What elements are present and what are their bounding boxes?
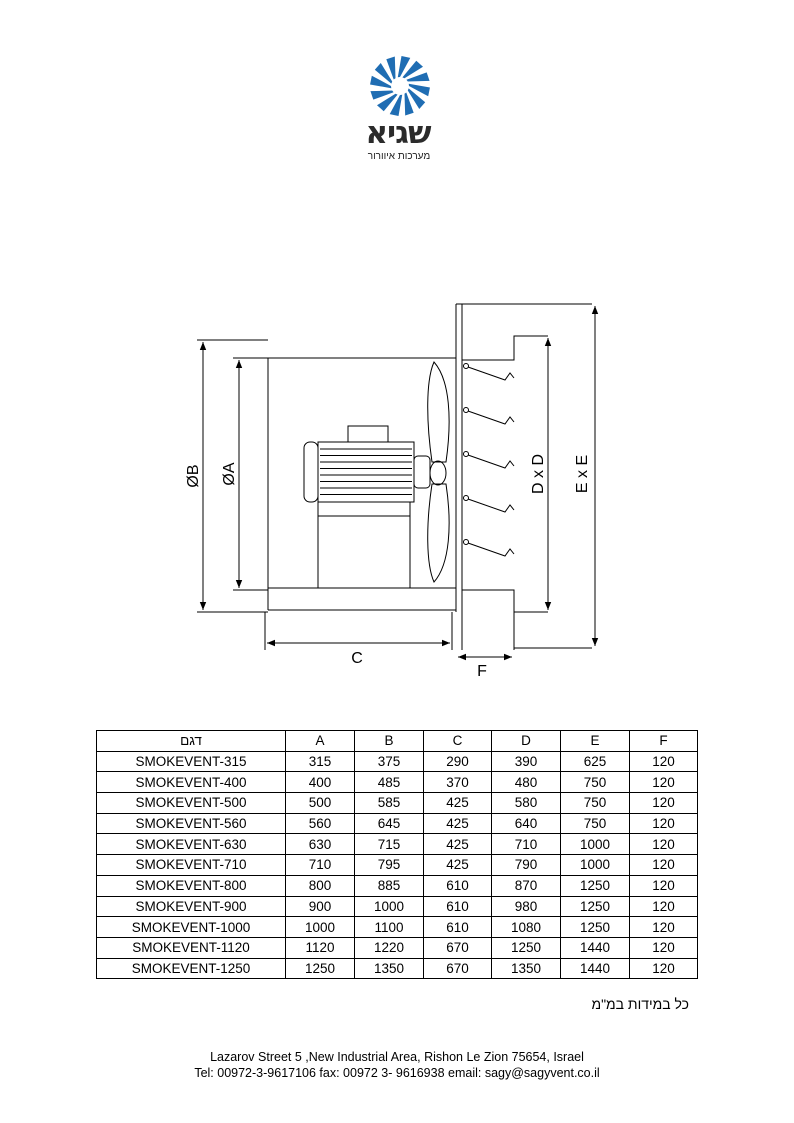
dimension-cell: 315 <box>286 751 355 772</box>
label-exe: E x E <box>574 454 591 494</box>
outlet-frame <box>456 304 592 650</box>
label-dia-a: ØA <box>221 462 238 486</box>
dimension-cell: 120 <box>630 813 698 834</box>
dimension-cell: 1250 <box>561 875 630 896</box>
table-header-row <box>97 731 698 752</box>
footer-phone-email: Tel: 00972-3-9617106 fax: 00972 3- 9616938 email: sagy@sagyvent.co.il <box>194 1066 600 1080</box>
dimension-cell: 1000 <box>561 834 630 855</box>
dimension-cell: 800 <box>286 875 355 896</box>
table-row <box>97 875 698 896</box>
dimension-cell: 1440 <box>561 937 630 958</box>
dimension-cell: 710 <box>286 855 355 876</box>
dimension-cell: 480 <box>492 772 561 793</box>
model-cell: SMOKEVENT-560 <box>97 813 286 834</box>
dimension-cell: 610 <box>424 896 492 917</box>
dimension-cell: 750 <box>561 793 630 814</box>
column-header: C <box>424 731 492 752</box>
model-cell: SMOKEVENT-630 <box>97 834 286 855</box>
dimension-cell: 1000 <box>355 896 424 917</box>
label-c: C <box>351 650 363 667</box>
dimension-cell: 120 <box>630 793 698 814</box>
dimensions-table <box>96 730 698 979</box>
dimension-cell: 1000 <box>561 855 630 876</box>
dimension-cell: 500 <box>286 793 355 814</box>
model-cell: SMOKEVENT-900 <box>97 896 286 917</box>
dimension-cell: 750 <box>561 813 630 834</box>
column-header: D <box>492 731 561 752</box>
column-header: A <box>286 731 355 752</box>
dimension-cell: 400 <box>286 772 355 793</box>
dimension-cell: 425 <box>424 834 492 855</box>
dimension-cell: 790 <box>492 855 561 876</box>
footer-address: Lazarov Street 5 ,New Industrial Area, Rishon Le Zion 75654, Israel <box>210 1050 584 1064</box>
dimension-cell: 120 <box>630 875 698 896</box>
dimension-cell: 1100 <box>355 917 424 938</box>
dimension-cell: 425 <box>424 855 492 876</box>
column-header: E <box>561 731 630 752</box>
dimension-cell: 1350 <box>492 958 561 979</box>
table-row <box>97 772 698 793</box>
table-row <box>97 917 698 938</box>
table-row <box>97 896 698 917</box>
propeller <box>428 362 449 582</box>
table-row <box>97 813 698 834</box>
footer-contact <box>0 1049 794 1081</box>
dimension-cell: 795 <box>355 855 424 876</box>
model-cell: SMOKEVENT-710 <box>97 855 286 876</box>
dimension-cell: 120 <box>630 937 698 958</box>
dimension-cell: 625 <box>561 751 630 772</box>
dimension-cell: 1440 <box>561 958 630 979</box>
dimension-cell: 425 <box>424 813 492 834</box>
dimension-cell: 120 <box>630 772 698 793</box>
dimension-cell: 1000 <box>286 917 355 938</box>
dimension-cell: 375 <box>355 751 424 772</box>
dimension-cell: 750 <box>561 772 630 793</box>
dimension-cell: 120 <box>630 958 698 979</box>
dimension-cell: 980 <box>492 896 561 917</box>
dimension-cell: 715 <box>355 834 424 855</box>
dimension-cell: 900 <box>286 896 355 917</box>
model-cell: SMOKEVENT-1000 <box>97 917 286 938</box>
dimension-cell: 370 <box>424 772 492 793</box>
louver-dampers <box>464 364 515 557</box>
model-cell: SMOKEVENT-800 <box>97 875 286 896</box>
fan-housing <box>262 358 456 610</box>
label-dia-b: ØB <box>185 464 202 488</box>
logo-wordmark: שגיא <box>365 115 431 151</box>
model-cell: SMOKEVENT-1250 <box>97 958 286 979</box>
dimension-cell: 870 <box>492 875 561 896</box>
dimension-cell: 1250 <box>561 917 630 938</box>
model-cell: SMOKEVENT-315 <box>97 751 286 772</box>
table-row <box>97 751 698 772</box>
dimension-cell: 120 <box>630 751 698 772</box>
dimension-cell: 640 <box>492 813 561 834</box>
model-cell: SMOKEVENT-1120 <box>97 937 286 958</box>
table-row <box>97 834 698 855</box>
dimension-cell: 1250 <box>286 958 355 979</box>
dimension-cell: 390 <box>492 751 561 772</box>
dimension-cell: 885 <box>355 875 424 896</box>
logo-tagline: מערכות איוורור <box>367 151 431 162</box>
dimension-cell: 1120 <box>286 937 355 958</box>
column-header: דגם <box>97 731 286 752</box>
dimension-cell: 120 <box>630 917 698 938</box>
table-row <box>97 855 698 876</box>
model-cell: SMOKEVENT-400 <box>97 772 286 793</box>
dimension-cell: 1350 <box>355 958 424 979</box>
dimension-cell: 120 <box>630 896 698 917</box>
column-header: B <box>355 731 424 752</box>
dimension-cell: 1250 <box>561 896 630 917</box>
dimension-cell: 425 <box>424 793 492 814</box>
dimension-cell: 610 <box>424 917 492 938</box>
dimension-cell: 710 <box>492 834 561 855</box>
table-row <box>97 958 698 979</box>
dimension-cell: 120 <box>630 855 698 876</box>
model-cell: SMOKEVENT-500 <box>97 793 286 814</box>
dimension-cell: 485 <box>355 772 424 793</box>
units-note: כל במידות במ"מ <box>591 996 689 1012</box>
dimension-cell: 120 <box>630 834 698 855</box>
dimension-cell: 580 <box>492 793 561 814</box>
dimension-cell: 1080 <box>492 917 561 938</box>
table-row <box>97 793 698 814</box>
table-row <box>97 937 698 958</box>
motor <box>304 426 430 588</box>
dimension-cell: 290 <box>424 751 492 772</box>
dimension-cell: 1250 <box>492 937 561 958</box>
dimension-cell: 670 <box>424 958 492 979</box>
dimension-cell: 610 <box>424 875 492 896</box>
dimension-cell: 645 <box>355 813 424 834</box>
dimension-cell: 670 <box>424 937 492 958</box>
label-f: F <box>477 663 487 680</box>
label-dxd: D x D <box>530 454 547 494</box>
dimension-cell: 630 <box>286 834 355 855</box>
dimension-cell: 1220 <box>355 937 424 958</box>
dimension-cell: 585 <box>355 793 424 814</box>
dimension-cell: 560 <box>286 813 355 834</box>
column-header: F <box>630 731 698 752</box>
